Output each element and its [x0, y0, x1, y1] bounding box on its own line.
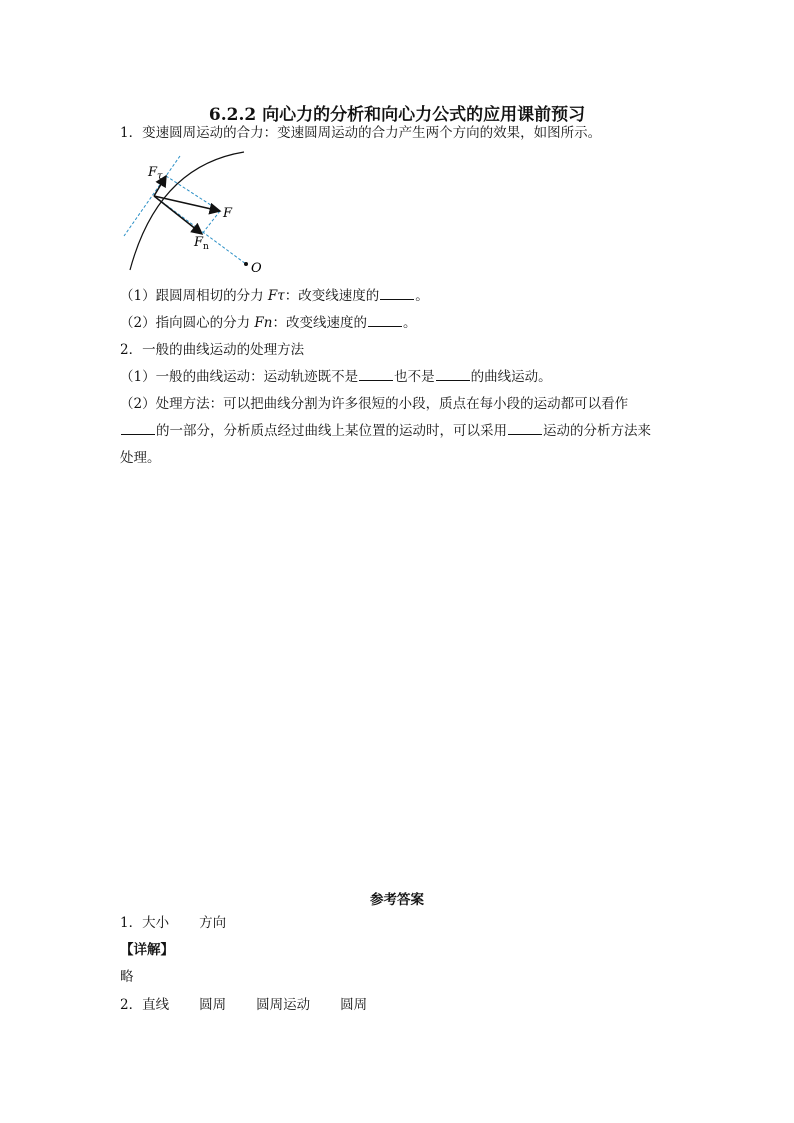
q2-sub2-line3: 处理。 — [120, 450, 161, 466]
label-ft: $F_\tau$ — [148, 165, 163, 182]
answer-blank[interactable] — [380, 287, 414, 300]
q1-sub1: （1）跟圆周相切的分力 Fτ：改变线速度的 。 — [120, 288, 429, 304]
answer-1: 1．大小 方向 — [120, 915, 227, 931]
label-o: O — [251, 261, 262, 276]
q2-sub2-line2: 的一部分，分析质点经过曲线上某位置的运动时，可以采用 运动的分析方法来 — [120, 422, 651, 440]
answers-title: 参考答案 — [370, 892, 424, 908]
parallelogram-line-2 — [202, 211, 220, 234]
page-title: 6.2.2 向心力的分析和向心力公式的应用课前预习 — [208, 105, 586, 125]
answer-blank[interactable] — [508, 422, 542, 435]
label-f: F — [223, 206, 233, 221]
label-fn: $F_n$ — [194, 235, 209, 252]
force-diagram — [118, 148, 278, 278]
q1-sub2: （2）指向圆心的分力 Fn：改变线速度的 。 — [120, 315, 417, 331]
q2-sub2-line1: （2）处理方法：可以把曲线分割为许多很短的小段，质点在每小段的运动都可以看作 — [120, 396, 629, 412]
answer-blank[interactable] — [121, 422, 155, 435]
answer-blank[interactable] — [368, 314, 402, 327]
answer-blank[interactable] — [359, 368, 393, 381]
detail-label: 【详解】 — [120, 942, 174, 958]
q2-heading: 2．一般的曲线运动的处理方法 — [120, 342, 305, 358]
answer-2: 2．直线 圆周 圆周运动 圆周 — [120, 997, 368, 1013]
q2-sub1: （1）一般的曲线运动：运动轨迹既不是 也不是 的曲线运动。 — [120, 369, 552, 385]
q1-heading: 1．变速圆周运动的合力：变速圆周运动的合力产生两个方向的效果，如图所示。 — [120, 125, 602, 141]
answer-blank[interactable] — [436, 368, 470, 381]
parallelogram-line-1 — [166, 176, 220, 211]
detail-text: 略 — [120, 969, 134, 985]
center-point — [244, 262, 248, 266]
